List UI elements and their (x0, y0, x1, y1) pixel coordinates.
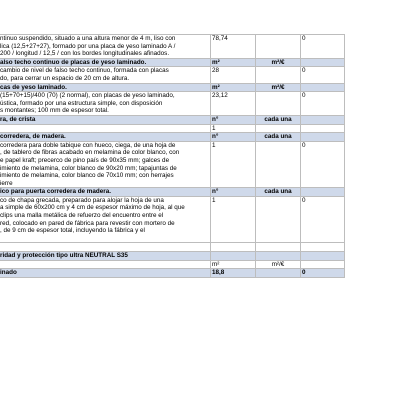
description-line: ústica, formado por una estructura simple, con disposición (0, 99, 163, 107)
description-line: ico para puerta corredera de madera. (0, 188, 111, 196)
section-row (0, 269, 345, 278)
description-line: imiento de melamina, color blanco de 70x10 mm; con herrajes (0, 172, 174, 180)
quantity-cell[interactable]: 1 (211, 196, 256, 243)
section-row (0, 83, 345, 92)
unit-price-cell[interactable]: m²/€ (256, 83, 301, 92)
description-line: lica (12,5+27+27), formado por una placa de yeso laminado A / (0, 42, 176, 50)
total-cell[interactable]: 0 (301, 269, 345, 278)
description-line (0, 235, 209, 243)
description-cell[interactable] (0, 196, 211, 243)
quantity-cell[interactable]: 78,74 (211, 35, 256, 59)
description-cell[interactable] (0, 35, 211, 59)
description-line: red, colocado en pared de fábrica para revestir con mortero de (0, 219, 175, 227)
description-cell[interactable] (0, 141, 211, 188)
unit-price-cell[interactable]: cada una (256, 133, 301, 142)
quantity-cell[interactable]: 28 (211, 67, 256, 83)
description-line: clips una malla metálica de refuerzo del encuentro entre el (0, 212, 164, 220)
description-line: e papel kraft; precerco de pino país de 90x35 mm; galces de (0, 156, 170, 164)
description-cell[interactable] (0, 83, 211, 92)
quantity-cell[interactable]: n° (211, 115, 256, 124)
unit-price-cell[interactable] (256, 141, 301, 188)
description-line: a simple de 60x200 cm y 4 cm de espesor máximo de hoja, al que (0, 204, 185, 212)
section-row (0, 252, 345, 261)
description-cell[interactable] (0, 124, 211, 133)
table-row (0, 196, 345, 243)
description-line: co de chapa grecada, preparado para alojar la hoja de una (0, 196, 164, 204)
quantity-cell[interactable]: m² (211, 83, 256, 92)
description-line (0, 125, 209, 133)
description-cell[interactable] (0, 133, 211, 142)
total-cell[interactable] (301, 133, 345, 142)
total-cell[interactable]: 0 (301, 92, 345, 116)
description-line: , de 9 cm de espesor total, incluyendo la fábrica y el (0, 227, 145, 235)
description-cell[interactable] (0, 243, 211, 252)
description-line: do, para cerrar un espacio de 20 cm de altura. (0, 74, 130, 82)
unit-price-cell[interactable] (256, 243, 301, 252)
table-row (0, 141, 345, 188)
description-line: imiento de melamina, color blanco de 90x20 mm; tapajuntas de (0, 164, 177, 172)
description-line: inado (0, 269, 17, 277)
budget-rows (0, 35, 345, 278)
total-cell[interactable] (301, 115, 345, 124)
total-cell[interactable]: 0 (301, 35, 345, 59)
description-cell[interactable] (0, 67, 211, 83)
quantity-cell[interactable]: 1 (211, 141, 256, 188)
table-row (0, 243, 345, 252)
quantity-cell[interactable]: n° (211, 133, 256, 142)
total-cell[interactable] (301, 83, 345, 92)
total-cell[interactable]: 0 (301, 67, 345, 83)
description-cell[interactable] (0, 188, 211, 197)
description-line: ridad y protección tipo ultra NEUTRAL S35 (0, 252, 128, 260)
section-row (0, 133, 345, 142)
total-cell[interactable] (301, 124, 345, 133)
description-cell[interactable] (0, 260, 211, 269)
unit-price-cell[interactable] (256, 124, 301, 133)
description-line: also techo continuo de placas de yeso laminado. (0, 58, 147, 66)
description-cell[interactable] (0, 58, 211, 67)
quantity-cell[interactable]: 1 (211, 124, 256, 133)
description-cell[interactable] (0, 252, 211, 261)
description-cell[interactable] (0, 115, 211, 124)
budget-table (0, 34, 345, 278)
total-cell[interactable]: 0 (301, 141, 345, 188)
description-line: s montantes; 100 mm de espesor total. (0, 107, 109, 115)
description-line: 200 / longitud / 12,5 / con los bordes longitudinales afinados. (0, 50, 170, 58)
table-row (0, 260, 345, 269)
table-row (0, 92, 345, 116)
quantity-cell[interactable]: m² (211, 58, 256, 67)
description-line: cambio de nivel de falso techo continuo, formada con placas (0, 67, 169, 75)
quantity-cell[interactable]: 18,8 (211, 269, 256, 278)
total-cell[interactable] (301, 188, 345, 197)
description-line: ra, de crista (0, 115, 36, 123)
total-cell[interactable]: 0 (301, 196, 345, 243)
quantity-cell[interactable] (211, 252, 256, 261)
section-row (0, 58, 345, 67)
description-line: corredera para doble tabique con hueco, ciega, de una hoja de (0, 141, 176, 149)
unit-price-cell[interactable]: m²/€ (256, 58, 301, 67)
description-line (0, 261, 209, 269)
description-line: ierre (0, 179, 13, 187)
quantity-cell[interactable]: m² (211, 260, 256, 269)
section-row (0, 188, 345, 197)
unit-price-cell[interactable]: m²/€ (256, 260, 301, 269)
total-cell[interactable] (301, 252, 345, 261)
quantity-cell[interactable]: n° (211, 188, 256, 197)
description-line: ntinuo suspendido, situado a una altura menor de 4 m, liso con (0, 35, 176, 42)
unit-price-cell[interactable]: cada una (256, 115, 301, 124)
total-cell[interactable] (301, 260, 345, 269)
quantity-cell[interactable] (211, 243, 256, 252)
description-line: corredera, de madera. (0, 133, 66, 141)
section-row (0, 115, 345, 124)
unit-price-cell[interactable] (256, 35, 301, 59)
total-cell[interactable] (301, 58, 345, 67)
unit-price-cell[interactable] (256, 67, 301, 83)
table-row (0, 67, 345, 83)
total-cell[interactable] (301, 243, 345, 252)
description-line: , de tablero de fibras acabado en melamina de color blanco, con (0, 149, 180, 157)
description-line: cas de yeso laminado. (0, 83, 67, 91)
unit-price-cell[interactable]: cada una (256, 188, 301, 197)
table-row (0, 124, 345, 133)
unit-price-cell[interactable] (256, 92, 301, 116)
unit-price-cell[interactable] (256, 196, 301, 243)
unit-price-cell[interactable] (256, 269, 301, 278)
unit-price-cell[interactable] (256, 252, 301, 261)
description-line: (15+70+15)/400 (70) (2 normal), con placas de yeso laminado, (0, 92, 175, 100)
description-line (0, 243, 209, 251)
quantity-cell[interactable]: 23,12 (211, 92, 256, 116)
description-cell[interactable] (0, 269, 211, 278)
table-row (0, 35, 345, 59)
description-cell[interactable] (0, 92, 211, 116)
